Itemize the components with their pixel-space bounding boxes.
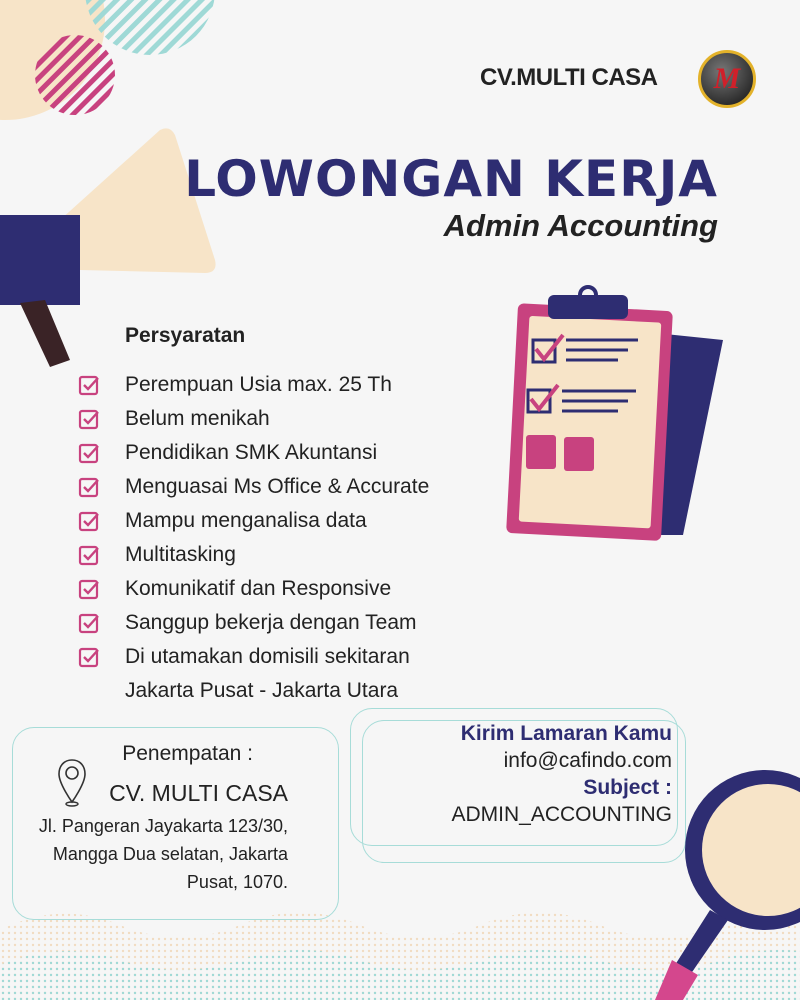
requirement-text: Perempuan Usia max. 25 Th [125,373,392,396]
requirement-text: Belum menikah [125,407,270,430]
requirement-text: Mampu menganalisa data [125,509,367,532]
requirement-item [78,504,429,538]
checkbox-checked-icon [78,442,100,464]
apply-email[interactable]: info@cafindo.com [503,749,672,772]
requirement-text: Di utamakan domisili sekitaran [125,645,410,668]
apply-info [451,720,672,828]
requirement-item [78,572,429,606]
checkbox-checked-icon [78,510,100,532]
placement-label: Penempatan : [122,742,253,765]
page-title: LOWONGAN KERJA [184,150,718,208]
checkbox-checked-icon [78,578,100,600]
striped-circle-magenta [35,35,115,115]
requirement-text: Multitasking [125,543,236,566]
requirement-item [78,368,429,402]
apply-heading: Kirim Lamaran Kamu [460,722,672,745]
address-line: Jl. Pangeran Jayakarta 123/30, [38,816,288,836]
checkbox-checked-icon [78,408,100,430]
checkbox-checked-icon [78,646,100,668]
requirement-item [78,640,429,674]
location-pin-icon [57,758,87,810]
requirement-text: Komunikatif dan Responsive [125,577,392,600]
checkbox-checked-icon [78,544,100,566]
requirement-item [78,606,429,640]
magnifying-glass-illustration [650,760,800,1000]
checkbox-checked-icon [78,374,100,396]
checkbox-checked-icon [78,476,100,498]
clipboard-checklist-illustration [478,285,728,555]
requirement-item [78,436,429,470]
requirement-item [78,470,429,504]
company-name: CV.MULTI CASA [480,64,658,91]
job-position: Admin Accounting [443,208,718,243]
requirement-text: Pendidikan SMK Akuntansi [125,441,378,464]
requirements-list [78,368,429,708]
address-line: Pusat, 1070. [186,872,288,892]
requirement-text: Sanggup bekerja dengan Team [125,611,417,634]
subject-label: Subject : [583,776,672,799]
requirement-item-continued: Jakarta Pusat - Jakarta Utara [125,679,399,702]
striped-circle-teal [85,0,215,55]
company-logo: M [698,50,756,108]
requirements-heading: Persyaratan [125,324,246,347]
checkbox-checked-icon [78,612,100,634]
subject-value: ADMIN_ACCOUNTING [451,803,672,826]
requirement-text: Menguasai Ms Office & Accurate [125,475,430,498]
requirement-item [78,538,429,572]
placement-company: CV. MULTI CASA [109,780,288,806]
requirement-item [78,402,429,436]
placement-box [12,727,339,920]
address-line: Mangga Dua selatan, Jakarta [52,844,288,864]
